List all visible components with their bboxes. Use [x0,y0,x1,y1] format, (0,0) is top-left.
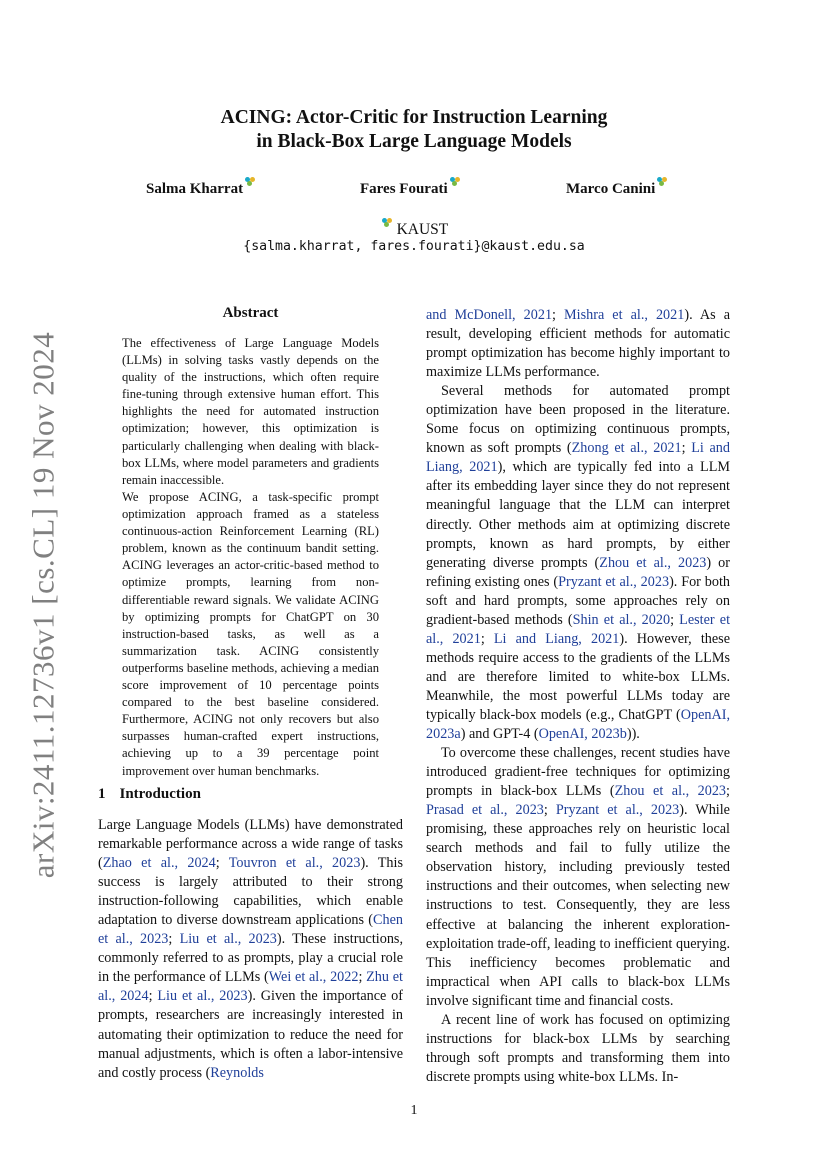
body-text: A recent line of work has focused on optimizing instructions for black-box LLMs by searching through soft prompts and transforming them into discrete prompts using white-box LLMs. In- [426,1011,730,1085]
citation-link[interactable]: Zhou et al., 2023 [599,554,707,571]
body-text: ). This success is largely attributed to their strong instruction-following capabilities, which enable adaptation to diverse downstream applications ( [98,855,403,929]
citation-link[interactable]: Zhong et al., 2021 [571,440,682,457]
body-text: ; [552,307,565,323]
body-text: ; [480,630,494,647]
author-2 [360,177,461,198]
citation-link[interactable]: Pryzant et al., 2023 [555,802,680,819]
body-text: ). For both soft and hard prompts, some approaches rely on gradient-based methods ( [426,573,730,628]
author-3 [566,177,668,198]
citation-link[interactable]: Reynolds [210,1064,264,1081]
citation-link[interactable]: Zhao et al., 2024 [102,855,216,872]
paper-title [0,106,828,154]
citation-link[interactable]: Pryzant et al., 2023 [558,573,670,590]
section-heading [98,786,201,803]
body-text: ). However, these methods require access to the gradients of the LLMs and are therefore limited to white-box LLMs. Meanwhile, the most powerful LLMs today are typically black-box models (e.g., ChatGPT ( [426,630,730,723]
citation-link[interactable]: Li and Liang, 2021 [426,440,730,476]
body-text: ). These instructions, commonly referred to as prompts, play a crucial role in the performance of LLMs ( [98,931,403,986]
arxiv-id-text: arXiv:2411.12736v1 [cs.CL] 19 Nov 2024 [25,331,61,879]
body-text: Several methods for automated prompt optimization have been proposed in the literature. Some focus on optimizing continuous prompts, known as soft prompts ( [426,383,730,457]
kaust-logo-icon [381,218,393,228]
intro-paragraph-5 [426,1011,730,1087]
arxiv-identifier [18,331,68,879]
citation-link[interactable]: and McDonell, 2021 [426,307,553,323]
body-text: Large Language Models (LLMs) have demonstrated remarkable performance across a wide range of tasks ( [98,817,403,872]
citation-link[interactable]: Zhu et al., 2024 [98,969,403,1005]
intro-paragraph-3 [426,382,730,744]
section-title: Introduction [119,786,201,802]
affiliation [0,218,828,239]
abstract-heading: Abstract [222,305,279,321]
body-text: ; [681,440,692,457]
citation-link[interactable]: Liu et al., 2023 [179,931,277,948]
body-text: ; [726,783,730,800]
intro-right-column [426,306,730,1087]
citation-link[interactable]: Lester et al., 2021 [426,611,731,647]
body-text: ), which are typically fed into a LLM after its embedding layer since they do not represent meaningful language that the LLM can interpret directly. Other methods aim at optimizing discrete prompts, known as hard prompts, by either generating diverse prompts ( [426,459,731,571]
intro-left-column [98,816,403,1083]
intro-paragraph-4 [426,744,730,1011]
citation-link[interactable]: Liu et al., 2023 [157,988,248,1005]
intro-paragraph-1 [98,816,403,1083]
author-name: Marco Canini [566,181,656,197]
kaust-logo-icon [449,177,461,187]
kaust-logo-icon [656,177,668,187]
kaust-logo-icon [244,177,256,187]
page-number: 1 [410,1103,418,1118]
body-text: ) or refining existing ones ( [426,554,731,590]
section-number: 1 [98,786,106,802]
abstract-paragraph-2: We propose ACING, a task-specific prompt optimization approach framed as a stateless continuous-action Reinforcement Learning (RL) problem, known as the continuum bandit setting. ACING leverages an actor-critic-based method to optimize prompts, learning from non-differentiable reward signals. We validate ACING by optimizing prompts for ChatGPT on 30 instruction-based tasks, as well as a summarization task. ACING consistently outperforms baseline methods, achieving a median score improvement of 10 percentage points compared to the best baseline considered. Furthermore, ACING not only recovers but also surpasses human-crafted expert instructions, achieving up to a 39 percentage point improvement over human benchmarks. [122,490,379,778]
body-text: ; [168,931,180,948]
citation-link[interactable]: Shin et al., 2020 [572,611,671,628]
body-text: )). [626,726,640,743]
body-text: To overcome these challenges, recent studies have introduced gradient-free techniques for optimizing prompts in black-box LLMs ( [426,745,730,800]
abstract-paragraph-1: The effectiveness of Large Language Models (LLMs) in solving tasks vastly depends on the quality of the instructions, which often require fine-tuning through extensive human effort. This highlights the need for automated instruction optimization; however, this optimization is particularly challenging when dealing with black-box LLMs, where model parameters and gradients remain inaccessible. [122,336,379,487]
citation-link[interactable]: Mishra et al., 2021 [564,307,685,323]
body-text: ; [358,969,367,986]
author-name: Fares Fourati [360,181,448,197]
citation-link[interactable]: Wei et al., 2022 [268,969,359,986]
body-text: ). Given the importance of prompts, researchers are increasingly interested in automating their optimization to reduce the need for manual adjustments, which is often a labor-intensive and costly process ( [98,988,403,1081]
author-emails: {salma.kharrat, fares.fourati}@kaust.edu.sa [243,239,585,254]
body-text: ; [543,802,556,819]
citation-link[interactable]: OpenAI, 2023a [426,706,730,743]
body-text: ) and GPT-4 ( [460,726,539,743]
title-line-1: ACING: Actor-Critic for Instruction Learning [220,107,608,128]
citation-link[interactable]: Zhou et al., 2023 [614,783,727,800]
title-line-2: in Black-Box Large Language Models [256,131,572,152]
body-text: ; [215,855,229,872]
affiliation-name: KAUST [396,221,449,239]
intro-paragraph-2 [426,306,730,382]
citation-link[interactable]: Chen et al., 2023 [98,912,403,948]
citation-link[interactable]: OpenAI, 2023b [538,726,627,743]
citation-link[interactable]: Touvron et al., 2023 [228,855,361,872]
citation-link[interactable]: Prasad et al., 2023 [426,802,544,819]
author-1 [146,177,256,198]
body-text: ; [670,611,680,628]
citation-link[interactable]: Li and Liang, 2021 [493,630,620,647]
body-text: ; [148,988,158,1005]
body-text: ). As a result, developing efficient methods for automatic prompt optimization has become highly important to maximize LLMs performance. [426,307,730,381]
body-text: ). While promising, these approaches rely on heuristic local search methods and fail to fully utilize the observation history, including previously tested instructions and their outcomes, when selecting new instructions to test. Consequently, they are less effective at balancing the inherent exploration-exploitation trade-off, leading to inefficient querying. This inefficiency becomes problematic and impractical when API calls to black-box LLMs involve significant time and financial costs. [426,802,730,1009]
author-name: Salma Kharrat [146,181,244,197]
